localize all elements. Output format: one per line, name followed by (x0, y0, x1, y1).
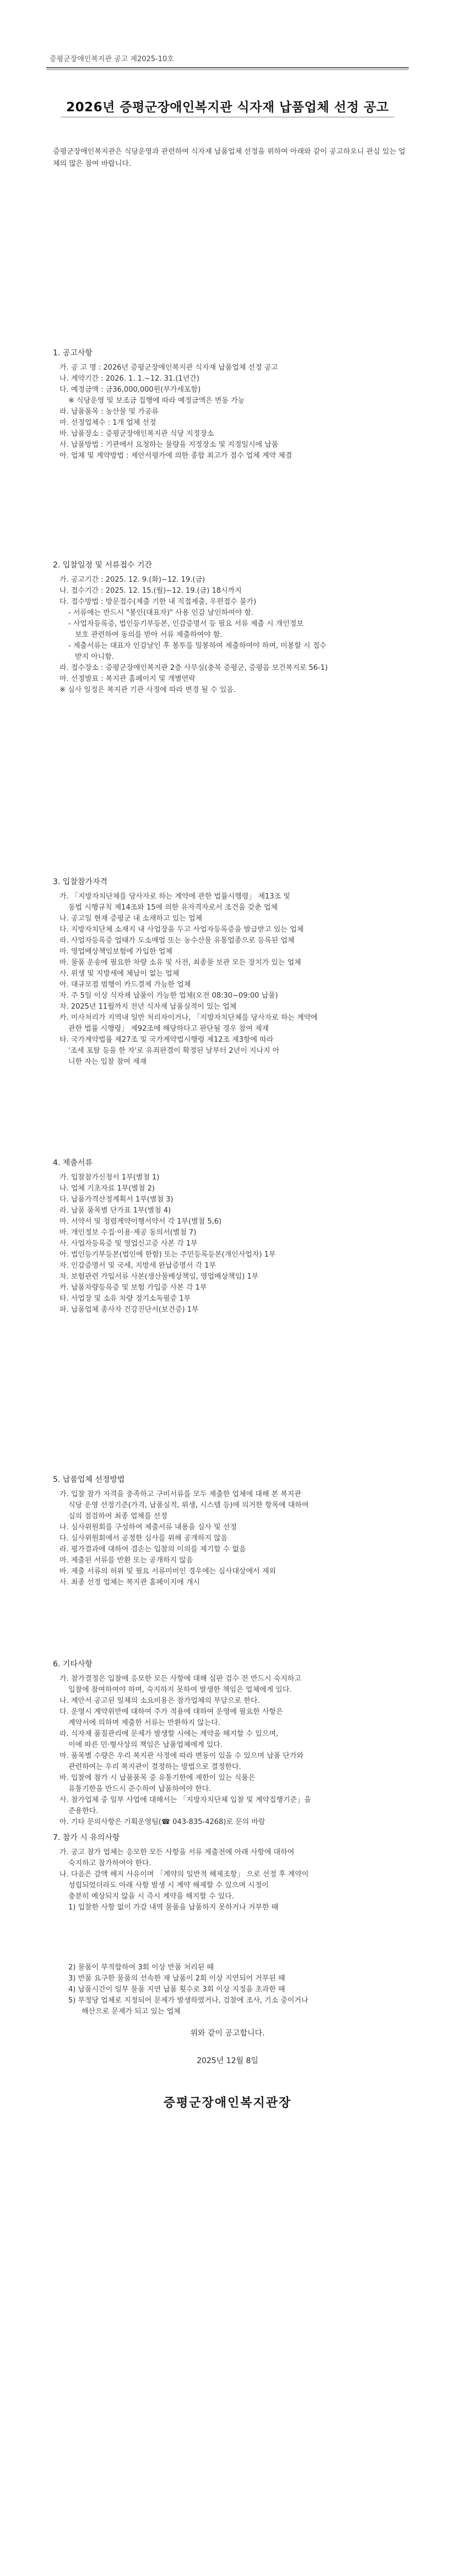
section-line: ※ 식당운영 및 보조금 집행에 따라 예정금액은 변동 가능 (68, 397, 245, 405)
section-line: 바. 개인정보 수집·이용·제공 동의서(별첨 7) (59, 1229, 197, 1237)
section-line: 나. 심사위원회를 구성하여 제출서류 내용을 심사 및 선정 (59, 1523, 237, 1531)
signature-date: 2025년 12월 8일 (197, 2057, 258, 2065)
section-line: 다. 운영시 계약위반에 대하여 주가 적용에 대하여 운영에 필요한 사항은 (59, 1708, 283, 1716)
section-line: - 제출서류는 대표자 인감날인 후 봉투를 밀봉하여 제출하여야 하며, 미봉할 시 접수 (68, 642, 327, 650)
page-title: 2026년 증평군장애인복지관 식자재 납품업체 선정 공고 (66, 100, 389, 115)
section-line: 아. 기타 문의사항은 기획운영팀(☎ 043-835-4268)로 문의 바람 (59, 1818, 266, 1826)
section-line: 바. 입찰에 참가 시 납품품목 중 유통기한에 제한이 있는 식품은 (59, 1774, 256, 1782)
section-line: 바. 제출 서류의 허위 및 필요 서류미비인 경우에는 심사대상에서 제외 (59, 1567, 276, 1576)
section-line: 사. 참가업체 중 일부 사업에 대해서는 「지방자치단체 입찰 및 계약집행기준」을 (59, 1796, 311, 1804)
section-line: 가. 입찰참가신청서 1부(별첨 1) (59, 1173, 160, 1182)
section-line: 마. 영업배상책임보험에 가입한 업체 (59, 948, 172, 956)
section-line: 카. 미사처리가 지역내 일반 처리자이거나, 「지방자치단체를 당사자로 하는 계약에 (59, 1014, 318, 1022)
section-line: 라. 평가결과에 대하여 겸손는 입찰의 이의를 제기할 수 없음 (59, 1545, 246, 1554)
section-line: 차. 보험관련 가입서류 사본(생산물배상책임, 영업배상책임) 1부 (59, 1273, 259, 1281)
section-line: 관련하여는 우리 복지관이 결정하는 방법으로 결정한다. (68, 1763, 241, 1771)
section-line: 니한 자는 입찰 참여 제재 (68, 1058, 147, 1066)
section-line: 다. 접수방법 : 방문접수(제출 기한 내 직접제출, 우편접수 불가) (59, 598, 257, 606)
section-line: 입찰에 참여하여야 하며, 숙지하지 못하여 발생한 책임은 업체에게 있다. (68, 1686, 292, 1694)
section-line: - 사업자등록증, 법인등기부등본, 인감증명서 등 필요 서류 제출 시 개인정보 (68, 620, 304, 628)
section-line: 사. 최종 선정 업체는 복지관 홈페이지에 개시 (59, 1578, 200, 1587)
section-line: 카. 납품차량등록증 및 보험 가입증 사본 각 1부 (59, 1284, 207, 1292)
section-line: 가. 참가결정은 입찰에 응모한 모든 사항에 대해 심판 검수 전 반드시 숙지하고 (59, 1675, 301, 1683)
section-line: 마. 서약서 및 청렴계약이행서약서 각 1부(별첨 5,6) (59, 1217, 222, 1226)
section-line: 가. 공고기간 : 2025. 12. 9.(화)~12. 19.(금) (59, 576, 205, 584)
section-line: 가. 「지방자치단체를 당사자로 하는 계약에 관한 법률시행령」 제13조 및 (59, 892, 290, 901)
section-line: 차. 2025년 11월까지 전년 식자재 납품실적이 있는 업체 (59, 1003, 237, 1011)
section-line: 동법 시행규칙 제14조와 15에 의한 유자격자로서 조건을 갖춘 업체 (68, 903, 278, 912)
section-line: 나. 다음은 감액 해지 사유이며 「계약의 일반적 해제조항」 으로 선정 후 계약이 (59, 1870, 309, 1879)
section-title: 2. 입찰일정 및 서류접수 기간 (53, 561, 152, 570)
section-line: 나. 제안서 공고된 일체의 소요비용은 참가업체의 부담으로 한다. (59, 1697, 260, 1705)
section-title: 7. 참가 시 유의사항 (53, 1833, 120, 1842)
section-line: 보호 관련하여 동의를 받아 서류 제출하여야 함. (75, 631, 223, 639)
section-line: 라. 납품 품목별 단가표 1부(별첨 4) (59, 1206, 171, 1215)
section-line: 나. 계약기간 : 2026. 1. 1.~12. 31.(1년간) (59, 375, 199, 383)
document-number: 증평군장애인복지관 공고 제2025-10호 (50, 55, 174, 63)
section-title: 5. 납품업체 선정방법 (53, 1475, 125, 1484)
section-line: 성립되었더라도 아래 사항 발생 시 계약 해제할 수 있으며 시정이 (68, 1881, 269, 1890)
section-line: 마. 품목별 수량은 우리 복지관 사정에 따라 변동이 있을 수 있으며 납품 단가와 (59, 1752, 304, 1760)
section-line: 나. 업체 기초자료 1부(별첨 2) (59, 1184, 155, 1193)
section-line: 가. 공고 참가 업체는 응모한 모든 사항을 서류 제출전에 아래 사항에 대하여 (59, 1848, 295, 1857)
section-line: 사. 납품방법 : 기관에서 요청하는 물량을 지정장소 및 지정일시에 납품 (59, 441, 279, 449)
section-line: 다. 지방자치단체 소재지 내 사업장을 두고 사업자등록증을 발급받고 있는 업체 (59, 926, 304, 934)
section-line: 이에 따른 민·형사상의 책임은 납품업체에게 있다. (68, 1741, 223, 1749)
section-line: 라. 사업자등록증 업태가 도소매업 또는 농수산물 유통업종으로 등록된 업체 (59, 937, 295, 945)
section-line: 나. 접수기간 : 2025. 12. 15.(월)~12. 19.(금) 18시까지 (59, 587, 242, 595)
continued-line: 3) 반품 요구한 물품의 선속한 재 납품이 2회 이상 지연되어 거부된 때 (68, 1974, 285, 1983)
section-line: 파. 납품업체 종사자 건강진단서(보건증) 1부 (59, 1306, 199, 1314)
section-line: 계약서에 의하며 제출한 서류는 반환하지 않는다. (68, 1719, 220, 1727)
section-line: 아. 법인등기부등본(법인에 한함) 또는 주민등록등본(개인사업자) 1부 (59, 1251, 276, 1259)
header-rule-thin (46, 69, 409, 70)
section-title: 6. 기타사항 (53, 1660, 93, 1669)
section-line: 다. 납품가격산정계획서 1부(별첨 3) (59, 1195, 174, 1204)
section-line: ※ 심사 일정은 복지관 기관 사정에 따라 변경 될 수 있음. (59, 686, 236, 694)
section-line: 유통기한을 반드시 준수하여 납품하여야 한다. (68, 1785, 212, 1793)
section-line: 관한 법률 시행령」 제92조에 해당하다고 판단될 경우 참여 제재 (68, 1025, 269, 1033)
continued-line: 2) 물품이 부적합하여 3회 이상 반품 처리된 때 (68, 1963, 214, 1972)
section-line: 숙지하고 참가하여야 한다. (68, 1859, 151, 1868)
section-line: 식당 운영 선정기준(가격, 납품실적, 위생, 시스템 등)에 의거한 항목에 대하여 (68, 1501, 309, 1509)
section-line: 마. 선정업체수 : 1개 업체 선정 (59, 419, 156, 427)
section-line: 가. 입찰 참가 자격을 충족하고 구비서류를 모두 제출한 업체에 대해 본 복지관 (59, 1490, 301, 1498)
section-line: 아. 업체 및 계약방법 : 제안서평가에 의한 종합 최고가 점수 업체 계약 체결 (59, 452, 292, 460)
section-line: 충분히 예상되지 않을 시 즉시 계약을 해지할 수 있다. (68, 1892, 234, 1901)
section-line: 라. 납품품목 : 농산물 및 가공류 (59, 408, 159, 416)
section-line: 사. 위생 및 지방세에 체납이 없는 업체 (59, 970, 180, 978)
section-line: 사. 사업자등록증 및 영업신고증 사본 각 1부 (59, 1240, 198, 1248)
section-line: 라. 식자재 품질관리에 문제가 발생할 시에는 계약을 해지할 수 있으며, (59, 1730, 279, 1738)
section-line: 준용한다. (68, 1807, 99, 1815)
continued-line: 4) 납품시간이 일부 물품 지연 납품 횟수로 3회 이상 지정을 초과한 때 (68, 1985, 285, 1994)
section-line: 타. 사업장 및 소유 차량 정기소독필증 1부 (59, 1295, 191, 1303)
section-line: 자. 주 5일 이상 식자재 납품이 가능한 업체(오전 08:30~09:00 납품) (59, 992, 278, 1000)
section-line: 바. 물품 운송에 필요한 차량 소유 및 사전, 최종물 보관 모든 장치가 있는 업체 (59, 959, 301, 967)
section-line: 타. 국가계약법률 제27조 및 국가계약법시행령 제12조 제3항에 따라 (59, 1036, 274, 1044)
section-line: 마. 제출된 서류를 반환 또는 공개하지 않음 (59, 1556, 193, 1565)
signature-organization: 증평군장애인복지관장 (163, 2096, 292, 2110)
section-line: 자. 인감증명서 및 국세, 지방세 완납증명서 각 1부 (59, 1262, 216, 1270)
header-rule (46, 67, 409, 68)
continued-line: 해산으로 문제가 되고 있는 업체 (82, 2007, 181, 2016)
continued-line: 5) 부정당 업체로 지정되어 문제가 발생하였거나, 검찰에 조사, 기소 중이거나 (68, 1996, 308, 2005)
section-line: 심의 점검하여 최종 업체를 선정 (68, 1512, 167, 1520)
section-line: 바. 납품장소 : 증평군장애인복지관 식당 지정장소 (59, 430, 214, 438)
section-line: 아. 대규모점 범행이 카드결제 가능한 업체 (59, 981, 191, 989)
section-title: 3. 입찰참가자격 (53, 878, 107, 886)
section-title: 1. 공고사항 (53, 349, 93, 358)
closing-text: 위와 같이 공고합니다. (190, 2029, 265, 2038)
section-title: 4. 제출서류 (53, 1159, 93, 1167)
section-line: 나. 공고일 현재 증평군 내 소재하고 있는 업체 (59, 914, 203, 923)
section-line: 가. 공 고 명 : 2026년 증평군장애인복지관 식자재 납품업체 선정 공고 (59, 364, 278, 372)
section-line: - 서류에는 반드시 "봉인(대표자)" 사용 인감 날인하여야 함. (68, 609, 254, 617)
section-line: 마. 선정발표 : 복지관 홈페이지 및 개별연락 (59, 675, 196, 683)
section-line: '조세 포탈 등을 한 자'로 유죄판결이 확정된 날부터 2년이 지나지 아 (68, 1047, 280, 1055)
section-line: 다. 예정금액 : 금36,000,000원(부가세포함) (59, 386, 201, 394)
intro-paragraph: 증평군장애인복지관은 식당운영과 관련하여 식자재 납품업체 선정을 위하여 아래와 같이 공고하오니 관심 있는 업체의 많은 참여 바랍니다. (53, 148, 405, 168)
section-line: 다. 심사위원회에서 공정한 심사를 위해 공개하지 않음 (59, 1534, 228, 1543)
section-line: 1) 입찰한 사항 없이 가감 내역 물품을 납품하지 못하거나 거부한 때 (68, 1903, 279, 1912)
section-line: 받지 아니함. (75, 653, 115, 661)
section-line: 라. 접수장소 : 증평군장애인복지관 2층 사무실(충북 증평군, 증평읍 보건복지로 56-1) (59, 664, 328, 672)
